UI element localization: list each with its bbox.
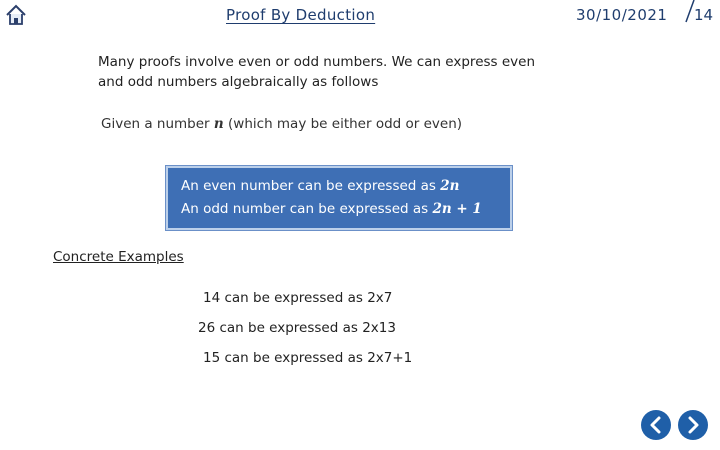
definition-box [166,166,512,230]
chevron-left-icon [641,410,671,440]
odd-expression: 2n + 1 [432,201,482,217]
given-prefix: Given a number [101,116,214,132]
concrete-examples-heading: Concrete Examples [53,249,184,265]
given-statement [101,116,462,132]
example-item: 26 can be expressed as 2x13 [198,320,396,336]
next-button[interactable] [678,410,708,440]
odd-definition [181,201,482,217]
even-definition [181,178,459,194]
intro-text: Many proofs involve even or odd numbers. We can express even and odd numbers algebraically as follows [98,54,536,90]
date-label: 30/10/2021 [576,6,668,24]
home-icon[interactable] [4,3,28,27]
odd-text: An odd number can be expressed as [181,201,433,217]
given-suffix: (which may be either odd or even) [223,116,463,132]
given-variable: n [213,116,224,132]
even-expression: 2n [440,178,460,194]
page-title: Proof By Deduction [226,6,376,24]
example-item: 14 can be expressed as 2x7 [203,290,393,306]
previous-button[interactable] [641,410,671,440]
even-text: An even number can be expressed as [181,178,441,194]
slide-number: 14 [694,6,714,24]
example-item: 15 can be expressed as 2x7+1 [203,350,413,366]
chevron-right-icon [678,410,708,440]
